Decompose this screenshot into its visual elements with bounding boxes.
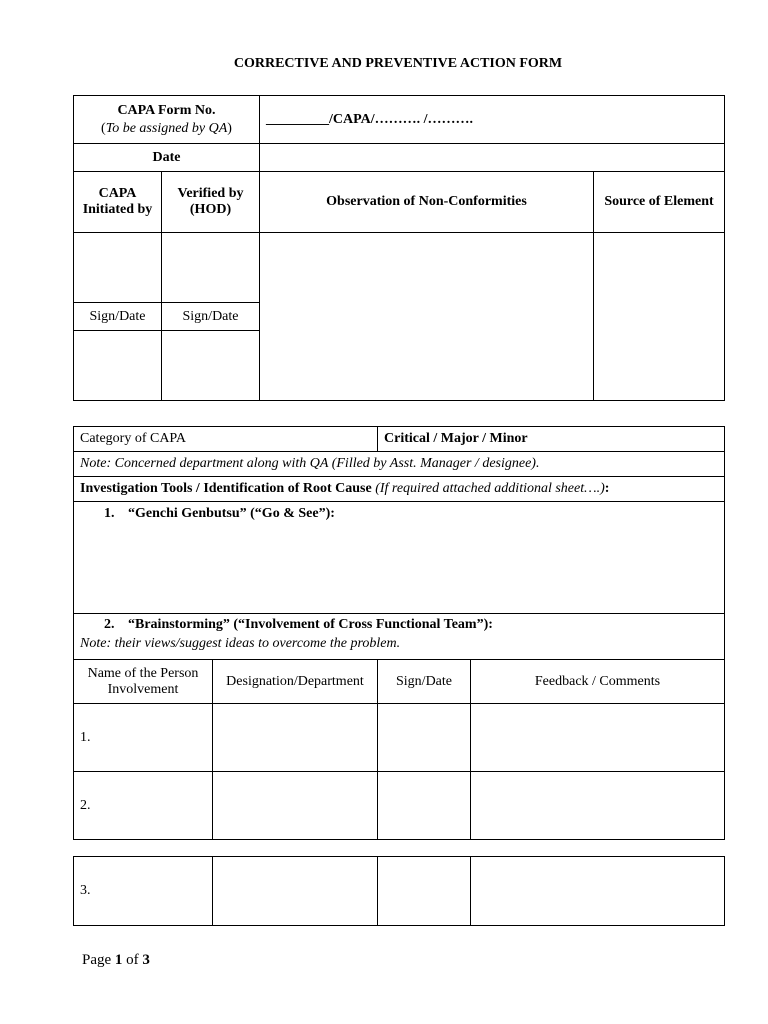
capa-header-table — [73, 95, 725, 401]
col-initiated: CAPA Initiated by — [74, 172, 162, 233]
col-person-name: Name of the Person Involvement — [74, 660, 213, 704]
sign-date-verified: Sign/Date — [162, 303, 260, 331]
category-table — [73, 426, 725, 840]
col-feedback: Feedback / Comments — [471, 660, 725, 704]
col-designation: Designation/Department — [213, 660, 378, 704]
col-sign-date: Sign/Date — [378, 660, 471, 704]
category-note: Note: Concerned department along with QA (Filled by Asst. Manager / designee). — [74, 452, 725, 477]
genchi-genbutsu-section[interactable] — [74, 502, 725, 614]
table-row — [74, 704, 725, 772]
verified-sign-field[interactable] — [162, 331, 260, 401]
genchi-genbutsu-heading: 1. “Genchi Genbutsu” (“Go & See”): — [104, 506, 335, 521]
verified-by-field[interactable] — [162, 233, 260, 303]
row-number[interactable]: 3. — [74, 857, 213, 926]
designation-field[interactable] — [213, 704, 378, 772]
date-label: Date — [74, 144, 260, 172]
brainstorming-heading: 2. “Brainstorming” (“Involvement of Cross Functional Team”): — [104, 617, 493, 632]
initiated-by-field[interactable] — [74, 233, 162, 303]
observation-field[interactable] — [260, 233, 594, 401]
form-no-note: (To be assigned by QA) — [101, 120, 232, 136]
page-title: CORRECTIVE AND PREVENTIVE ACTION FORM — [233, 56, 563, 71]
table-row — [74, 772, 725, 840]
category-label: Category of CAPA — [74, 427, 378, 452]
row-number[interactable]: 2. — [74, 772, 213, 840]
designation-field[interactable] — [213, 772, 378, 840]
table-row — [74, 857, 725, 926]
col-source: Source of Element — [594, 172, 725, 233]
sign-date-field[interactable] — [378, 857, 471, 926]
initiated-sign-field[interactable] — [74, 331, 162, 401]
sign-date-initiated: Sign/Date — [74, 303, 162, 331]
feedback-field[interactable] — [471, 704, 725, 772]
category-value[interactable]: Critical / Major / Minor — [378, 427, 725, 452]
brainstorming-note: Note: their views/suggest ideas to overcome the problem. — [80, 636, 401, 651]
date-value[interactable] — [260, 144, 725, 172]
col-observation: Observation of Non-Conformities — [260, 172, 594, 233]
sign-date-field[interactable] — [378, 772, 471, 840]
form-no-label: CAPA Form No. — [117, 102, 216, 118]
row-number[interactable]: 1. — [74, 704, 213, 772]
feedback-field[interactable] — [471, 857, 725, 926]
col-verified: Verified by (HOD) — [162, 172, 260, 233]
sign-date-field[interactable] — [378, 704, 471, 772]
form-no-value[interactable]: _________/CAPA/………. /………. — [260, 96, 725, 144]
page-number: Page 1 of 3 — [82, 952, 150, 968]
designation-field[interactable] — [213, 857, 378, 926]
investigation-heading: Investigation Tools / Identification of Root Cause (If required attached additional sheet….): — [74, 477, 725, 502]
feedback-field[interactable] — [471, 772, 725, 840]
team-table-continued — [73, 856, 725, 926]
source-field[interactable] — [594, 233, 725, 401]
form-no-cell — [74, 96, 260, 144]
brainstorming-section — [74, 614, 725, 660]
